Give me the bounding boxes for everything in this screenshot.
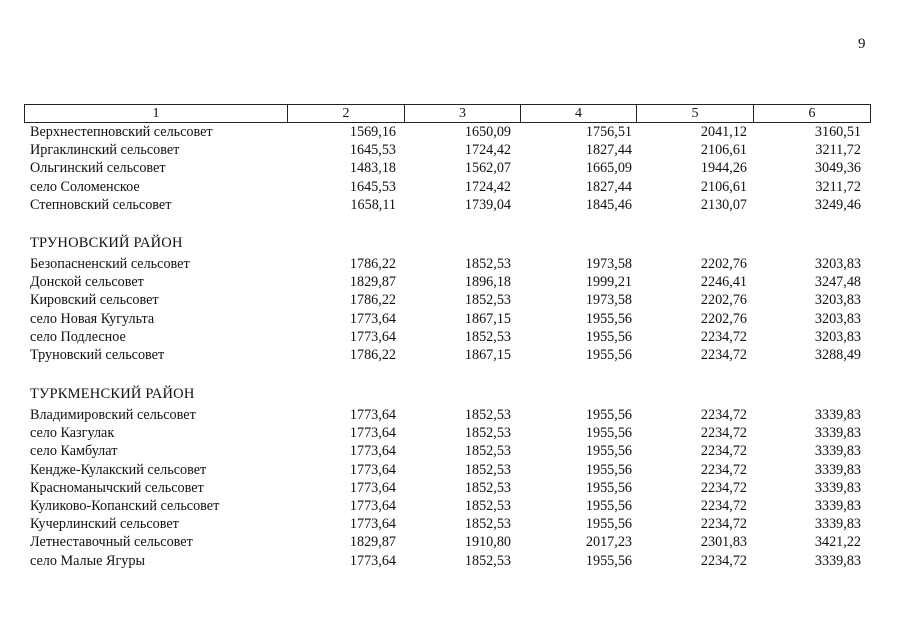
value-cell-col4: 1955,56 <box>585 328 632 345</box>
table-row <box>24 255 870 273</box>
value-cell-col4: 1973,58 <box>585 292 632 309</box>
settlement-name: Донской сельсовет <box>30 274 144 291</box>
value-cell-col3: 1650,09 <box>464 124 511 140</box>
value-cell-col6: 3339,83 <box>814 552 861 569</box>
value-cell-col3: 1852,53 <box>464 425 511 442</box>
value-cell-col5: 2202,76 <box>700 292 747 309</box>
value-cell-col3: 1852,53 <box>464 292 511 309</box>
value-cell-col4: 1955,56 <box>585 552 632 569</box>
settlement-name: Владимировский сельсовет <box>30 407 196 423</box>
value-cell-col2: 1483,18 <box>349 160 396 177</box>
value-cell-col6: 3049,36 <box>814 160 861 177</box>
value-cell-col4: 1955,56 <box>585 407 632 423</box>
value-cell-col6: 3339,83 <box>814 443 861 460</box>
value-cell-col5: 2234,72 <box>700 516 747 533</box>
settlement-name: село Камбулат <box>30 443 118 460</box>
value-cell-col6: 3339,83 <box>814 498 861 515</box>
table-row <box>24 141 870 159</box>
settlement-name: Ольгинский сельсовет <box>30 160 166 177</box>
value-cell-col5: 2234,72 <box>700 443 747 460</box>
value-cell-col6: 3211,72 <box>815 142 861 159</box>
value-cell-col2: 1773,64 <box>349 443 396 460</box>
settlement-name: село Малые Ягуры <box>30 552 145 569</box>
value-cell-col6: 3211,72 <box>815 178 861 195</box>
settlement-name: Труновский сельсовет <box>30 347 165 364</box>
value-cell-col5: 2234,72 <box>700 407 747 423</box>
column-header-row <box>25 105 871 123</box>
value-cell-col6: 3339,83 <box>814 407 861 423</box>
value-cell-col6: 3249,46 <box>814 196 861 213</box>
value-cell-col3: 1852,53 <box>464 407 511 423</box>
value-cell-col2: 1786,22 <box>349 347 396 364</box>
value-cell-col5: 2234,72 <box>700 347 747 364</box>
value-cell-col3: 1910,80 <box>464 534 511 551</box>
value-cell-col4: 1955,56 <box>585 498 632 515</box>
value-cell-col2: 1773,64 <box>349 552 396 569</box>
value-cell-col5: 2202,76 <box>700 256 747 272</box>
table-row <box>24 515 870 533</box>
value-cell-col2: 1773,64 <box>349 516 396 533</box>
value-cell-col4: 1973,58 <box>585 256 632 272</box>
value-cell-col6: 3339,83 <box>814 516 861 533</box>
value-cell-col5: 2106,61 <box>700 178 747 195</box>
settlement-name: Кучерлинский сельсовет <box>30 516 179 533</box>
settlements-table-block1 <box>24 123 870 214</box>
value-cell-col4: 1827,44 <box>585 178 632 195</box>
value-cell-col3: 1852,53 <box>464 461 511 478</box>
table-row <box>24 328 870 346</box>
value-cell-col5: 2246,41 <box>700 274 747 291</box>
settlement-name: Степновский сельсовет <box>30 196 172 213</box>
settlement-name: Кендже-Кулакский сельсовет <box>30 461 207 478</box>
table-row <box>24 291 870 309</box>
value-cell-col2: 1645,53 <box>349 142 396 159</box>
settlement-name: Кировский сельсовет <box>30 292 159 309</box>
settlement-name: Летнеставочный сельсовет <box>30 534 193 551</box>
value-cell-col3: 1867,15 <box>464 347 511 364</box>
value-cell-col5: 2301,83 <box>700 534 747 551</box>
settlement-name: Безопасненский сельсовет <box>30 256 190 272</box>
value-cell-col2: 1773,64 <box>349 425 396 442</box>
table-row <box>24 273 870 291</box>
value-cell-col5: 2106,61 <box>700 142 747 159</box>
column-header: 3 <box>405 105 521 123</box>
value-cell-col4: 1955,56 <box>585 479 632 496</box>
value-cell-col3: 1852,53 <box>464 443 511 460</box>
value-cell-col2: 1773,64 <box>349 310 396 327</box>
value-cell-col3: 1739,04 <box>464 196 511 213</box>
value-cell-col4: 1756,51 <box>585 124 632 140</box>
settlement-name: Иргаклинский сельсовет <box>30 142 180 159</box>
value-cell-col4: 2017,23 <box>585 534 632 551</box>
value-cell-col6: 3247,48 <box>814 274 861 291</box>
settlement-name: Верхнестепновский сельсовет <box>30 124 213 140</box>
settlement-name: село Новая Кугульта <box>30 310 155 327</box>
table-row <box>24 159 870 177</box>
value-cell-col3: 1852,53 <box>464 328 511 345</box>
value-cell-col4: 1955,56 <box>585 461 632 478</box>
settlements-table-turkmensky <box>24 406 870 570</box>
value-cell-col4: 1955,56 <box>585 347 632 364</box>
value-cell-col2: 1786,22 <box>349 256 396 272</box>
settlement-name: село Подлесное <box>30 328 126 345</box>
value-cell-col6: 3288,49 <box>814 347 861 364</box>
value-cell-col5: 2202,76 <box>700 310 747 327</box>
value-cell-col6: 3339,83 <box>814 461 861 478</box>
value-cell-col2: 1773,64 <box>349 498 396 515</box>
column-header: 2 <box>288 105 405 123</box>
value-cell-col5: 2234,72 <box>700 479 747 496</box>
table-row <box>24 178 870 196</box>
value-cell-col5: 2234,72 <box>700 425 747 442</box>
value-cell-col4: 1665,09 <box>585 160 632 177</box>
value-cell-col2: 1773,64 <box>349 461 396 478</box>
value-cell-col3: 1724,42 <box>464 178 511 195</box>
table-row <box>24 406 870 424</box>
table-row <box>24 533 870 551</box>
table-row <box>24 497 870 515</box>
table-row <box>24 479 870 497</box>
value-cell-col6: 3203,83 <box>814 292 861 309</box>
column-header: 1 <box>25 105 288 123</box>
value-cell-col3: 1852,53 <box>464 498 511 515</box>
value-cell-col5: 1944,26 <box>700 160 747 177</box>
value-cell-col4: 1955,56 <box>585 425 632 442</box>
value-cell-col6: 3421,22 <box>814 534 861 551</box>
value-cell-col2: 1829,87 <box>349 274 396 291</box>
value-cell-col4: 1999,21 <box>585 274 632 291</box>
value-cell-col2: 1773,64 <box>349 407 396 423</box>
value-cell-col5: 2234,72 <box>700 461 747 478</box>
value-cell-col2: 1773,64 <box>349 479 396 496</box>
table-row <box>24 123 870 141</box>
settlement-name: Красноманычский сельсовет <box>30 479 204 496</box>
settlement-name: Куликово-Копанский сельсовет <box>30 498 220 515</box>
value-cell-col3: 1852,53 <box>464 256 511 272</box>
value-cell-col3: 1852,53 <box>464 516 511 533</box>
value-cell-col3: 1852,53 <box>464 479 511 496</box>
value-cell-col2: 1786,22 <box>349 292 396 309</box>
value-cell-col4: 1955,56 <box>585 516 632 533</box>
value-cell-col3: 1867,15 <box>464 310 511 327</box>
district-title-turkmensky: ТУРКМЕНСКИЙ РАЙОН <box>30 386 195 402</box>
page-number: 9 <box>858 36 866 52</box>
table-row <box>24 346 870 364</box>
value-cell-col2: 1829,87 <box>349 534 396 551</box>
value-cell-col4: 1955,56 <box>585 443 632 460</box>
district-title-trunovsky: ТРУНОВСКИЙ РАЙОН <box>30 235 183 251</box>
value-cell-col6: 3339,83 <box>814 425 861 442</box>
value-cell-col4: 1827,44 <box>585 142 632 159</box>
value-cell-col3: 1896,18 <box>464 274 511 291</box>
value-cell-col5: 2234,72 <box>700 328 747 345</box>
value-cell-col3: 1852,53 <box>464 552 511 569</box>
value-cell-col2: 1645,53 <box>349 178 396 195</box>
table-row <box>24 552 870 570</box>
settlements-table-trunovsky <box>24 255 870 364</box>
value-cell-col5: 2041,12 <box>700 124 747 140</box>
value-cell-col4: 1955,56 <box>585 310 632 327</box>
value-cell-col5: 2234,72 <box>700 498 747 515</box>
value-cell-col6: 3203,83 <box>814 328 861 345</box>
table-row <box>24 442 870 460</box>
value-cell-col2: 1773,64 <box>349 328 396 345</box>
value-cell-col6: 3203,83 <box>814 310 861 327</box>
value-cell-col3: 1562,07 <box>464 160 511 177</box>
value-cell-col3: 1724,42 <box>464 142 511 159</box>
column-header: 5 <box>637 105 754 123</box>
settlement-name: село Соломенское <box>30 178 140 195</box>
value-cell-col2: 1658,11 <box>350 196 396 213</box>
value-cell-col4: 1845,46 <box>585 196 632 213</box>
value-cell-col5: 2234,72 <box>700 552 747 569</box>
column-header: 6 <box>754 105 871 123</box>
value-cell-col5: 2130,07 <box>700 196 747 213</box>
column-header-table <box>24 104 871 123</box>
column-header: 4 <box>521 105 637 123</box>
value-cell-col6: 3339,83 <box>814 479 861 496</box>
value-cell-col6: 3203,83 <box>814 256 861 272</box>
settlement-name: село Казгулак <box>30 425 115 442</box>
table-row <box>24 461 870 479</box>
value-cell-col2: 1569,16 <box>349 124 396 140</box>
table-row <box>24 424 870 442</box>
value-cell-col6: 3160,51 <box>814 124 861 140</box>
table-row <box>24 310 870 328</box>
table-row <box>24 196 870 214</box>
